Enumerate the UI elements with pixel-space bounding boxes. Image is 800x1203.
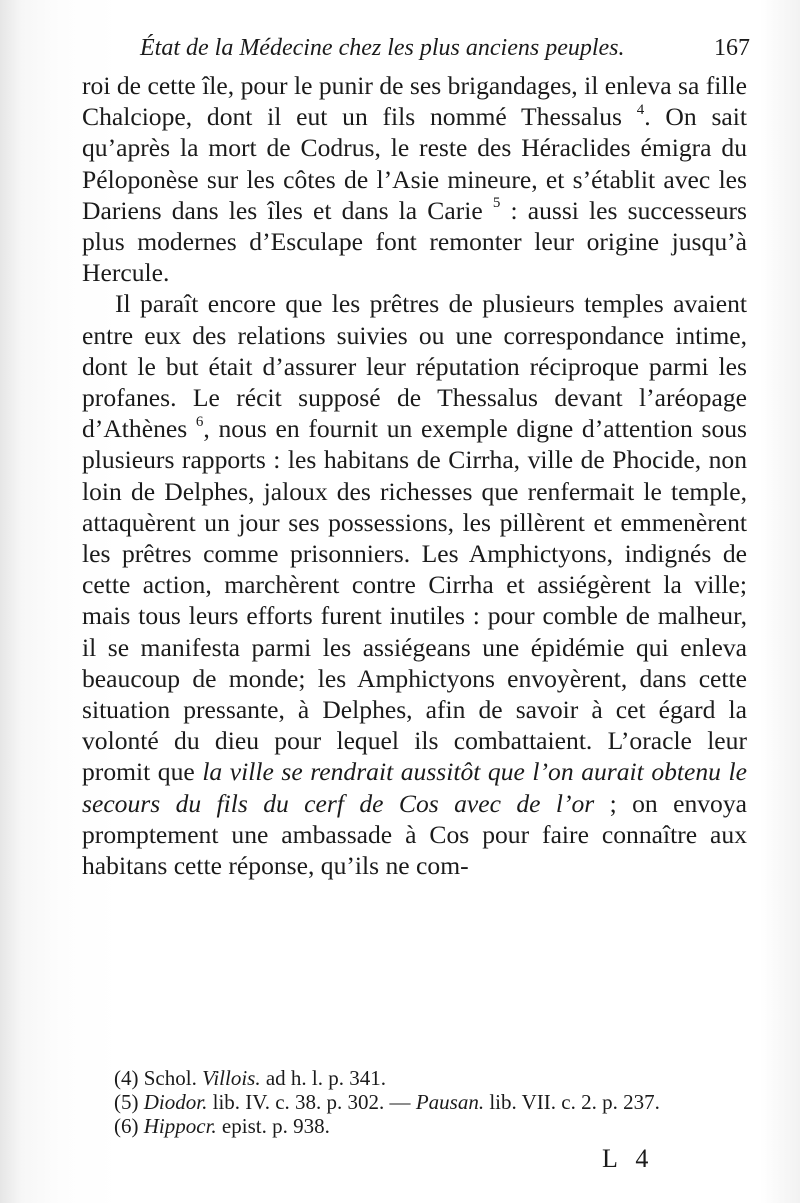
running-title: État de la Médecine chez les plus anciens peuples. — [140, 35, 625, 61]
text-run: : aussi les successeurs plus modernes d’Esculape font remonter leur origine jusqu’à Hercule. — [82, 195, 748, 288]
text-run: Il paraît encore que les prêtres de plusieurs temples avaient entre eux des relations suivies ou une correspondance intime, dont le but était d’assurer leur réputation réciproque parmi les profanes. Le récit supposé de Thessalus devant l’aréopage d’Athènes — [82, 289, 747, 444]
running-header — [140, 30, 750, 66]
italic-text: Pausan. — [415, 1090, 485, 1114]
text-run: . On sait qu’après la mort de Codrus, le reste des Héraclides émigra du Péloponèse sur les côtes de l’Asie mineure, et s’établit avec les Dariens dans les îles et dans la Carie — [82, 102, 747, 225]
text-run: ad h. l. p. 341. — [260, 1066, 387, 1090]
italic-text: Hippocr. — [143, 1114, 217, 1138]
footnote — [114, 1114, 754, 1138]
text-run: roi de cette île, pour le punir de ses brigandages, il enleva sa fille Chalciope, dont il eut un fils nommé Thessalus — [82, 71, 747, 132]
text-run: ; on envoya promptement une ambassade à Cos pour faire connaître aux habitans cette réponse, qu’ils ne com- — [82, 788, 747, 881]
text-run: lib. IV. c. 38. p. 302. — — [207, 1090, 416, 1114]
text-run: epist. p. 938. — [216, 1114, 330, 1138]
footnotes — [114, 1066, 754, 1138]
paragraph — [82, 70, 747, 288]
italic-text: Diodor. — [143, 1090, 208, 1114]
text-run: , nous en fournit un exemple digne d’attention sous plusieurs rapports : les habitans de Cirrha, ville de Phocide, non loin de Delphes, jaloux des richesses que renfermait le temple, attaquèrent un jour ses possessions, les pillèrent et emmenèrent les prêtres comme prisonniers. Les Amphictyons, indignés de cette action, marchèrent contre Cirrha et assiégèrent la ville; mais tous leurs efforts furent inutiles : pour comble de malheur, il se manifesta parmi les assiégeans une épidémie qui enleva beaucoup de monde; les Amphictyons envoyèrent, dans cette situation pressante, à Delphes, afin de savoir à cet égard la volonté du dieu pour lequel ils combattaient. L’oracle leur promit que — [82, 414, 747, 787]
footnote-reference: 4 — [636, 101, 645, 118]
text-run: (4) Schol. — [114, 1066, 203, 1090]
signature-mark: L 4 — [602, 1144, 655, 1173]
italic-text: Villois. — [202, 1066, 261, 1090]
footnote — [114, 1066, 754, 1090]
text-run: (5) — [114, 1090, 144, 1114]
italic-text: la ville se rendrait aussitôt que l’on aurait obtenu le secours du fils du cerf de Cos avec de l’or — [82, 757, 747, 818]
text-run: (6) — [114, 1114, 144, 1138]
footnote-reference: 5 — [492, 195, 501, 212]
body-text — [82, 70, 747, 881]
page-number: 167 — [714, 35, 750, 61]
paragraph — [82, 288, 747, 881]
footnote — [114, 1090, 754, 1114]
text-run: lib. VII. c. 2. p. 237. — [484, 1090, 660, 1114]
footnote-reference: 6 — [195, 413, 204, 430]
